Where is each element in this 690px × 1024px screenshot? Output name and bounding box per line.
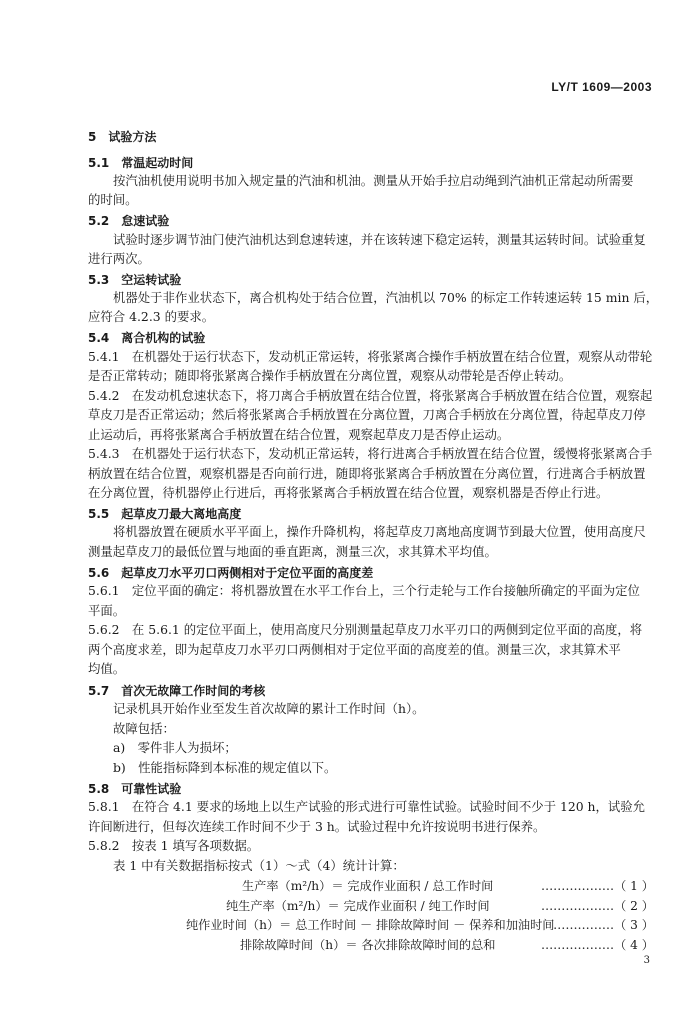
paragraph-line: 按汽油机使用说明书加入规定量的汽油和机油。测量从开始手拉启动绳到汽油机正常起动所需要 xyxy=(113,173,634,188)
section-heading: 5 试验方法 xyxy=(88,130,157,144)
list-item: b) 性能指标降到本标准的规定值以下。 xyxy=(113,760,337,775)
paragraph-line: 应符合 4.2.3 的要求。 xyxy=(88,309,215,324)
paragraph-line: 两个高度求差，即为起草皮刀水平刃口两侧相对于定位平面的高度差的值。测量三次，求其算术平 xyxy=(88,642,621,657)
paragraph-line: 平面。 xyxy=(88,603,126,618)
paragraph-line: 测量起草皮刀的最低位置与地面的垂直距离，测量三次，求其算术平均值。 xyxy=(88,544,497,559)
subsection-heading: 5.1 常温起动时间 xyxy=(88,156,194,170)
paragraph-line: 表 1 中有关数据指标按式（1）～式（4）统计计算： xyxy=(113,858,405,873)
paragraph-line: 记录机具开始作业至发生首次故障的累计工作时间（h）。 xyxy=(113,701,425,716)
paragraph-line: 5.6.1 定位平面的确定：将机器放置在水平工作台上，三个行走轮与工作台接触所确定的平面为定位 xyxy=(88,583,640,598)
formula-number: ………………（ 2 ） xyxy=(540,899,654,913)
formula-text: 排除故障时间（h）＝ 各次排除故障时间的总和 xyxy=(240,938,496,952)
subsection-heading: 5.5 起草皮刀最大离地高度 xyxy=(88,507,242,521)
paragraph-line: 将机器放置在硬质水平平面上，操作升降机构，将起草皮刀离地高度调节到最大位置，使用高度尺 xyxy=(113,524,646,539)
paragraph-line: 5.4.2 在发动机怠速状态下，将刀离合手柄放置在结合位置，将张紧离合手柄放置在结合位置，观察起 xyxy=(88,388,653,403)
paragraph-line: 在分离位置，待机器停止行进后，再将张紧离合手柄放置在结合位置，观察机器是否停止行进。 xyxy=(88,485,609,500)
subsection-heading: 5.8 可靠性试验 xyxy=(88,782,182,796)
formula-number: ………………（ 4 ） xyxy=(540,938,654,952)
formula-text: 纯生产率（m²/h）＝ 完成作业面积 / 纯工作时间 xyxy=(226,899,490,913)
paragraph-line: 的时间。 xyxy=(88,192,138,207)
subsection-heading: 5.6 起草皮刀水平刃口两侧相对于定位平面的高度差 xyxy=(88,566,374,580)
paragraph-line: 是否正常转动；随即将张紧离合操作手柄放置在分离位置，观察从动带轮是否停止转动。 xyxy=(88,368,572,383)
page-number: 3 xyxy=(643,955,650,966)
paragraph-line: 止运动后，再将张紧离合手柄放置在结合位置，观察起草皮刀是否停止运动。 xyxy=(88,427,510,442)
standard-code: LY/T 1609—2003 xyxy=(551,80,652,94)
paragraph-line: 5.8.2 按表 1 填写各项数据。 xyxy=(88,838,260,853)
paragraph-line: 故障包括： xyxy=(113,721,175,736)
subsection-heading: 5.2 怠速试验 xyxy=(88,214,170,228)
paragraph-line: 均值。 xyxy=(88,661,126,676)
paragraph-line: 草皮刀是否正常运动；然后将张紧离合手柄放置在分离位置，刀离合手柄放在分离位置，待起草皮刀停 xyxy=(88,407,646,422)
paragraph-line: 5.4.3 在机器处于运行状态下，发动机正常运转，将行进离合手柄放置在结合位置，缓慢将张紧离合手 xyxy=(88,446,653,461)
formula-text: 纯作业时间（h）＝ 总工作时间 － 排除故障时间 － 保养和加油时间 xyxy=(186,918,555,932)
paragraph-line: 柄放置在结合位置，观察机器是否向前行进，随即将张紧离合手柄放置在分离位置，行进离合手柄放置 xyxy=(88,466,646,481)
paragraph-line: 许间断进行，但每次连续工作时间不少于 3 h。试验过程中允许按说明书进行保养。 xyxy=(88,819,546,834)
formula-text: 生产率（m²/h）＝ 完成作业面积 / 总工作时间 xyxy=(242,879,494,893)
subsection-heading: 5.3 空运转试验 xyxy=(88,273,182,287)
paragraph-line: 进行两次。 xyxy=(88,251,150,266)
paragraph-line: 5.4.1 在机器处于运行状态下，发动机正常运转，将张紧离合操作手柄放置在结合位置，观察从动带轮 xyxy=(88,349,653,364)
paragraph-line: 5.6.2 在 5.6.1 的定位平面上，使用高度尺分别测量起草皮刀水平刃口的两侧到定位平面的高度，将 xyxy=(88,622,643,637)
formula-number: ……………（ 3 ） xyxy=(553,918,654,932)
paragraph-line: 5.8.1 在符合 4.1 要求的场地上以生产试验的形式进行可靠性试验。试验时间不少于 120 h，试验允 xyxy=(88,799,646,814)
paragraph-line: 机器处于非作业状态下，离合机构处于结合位置，汽油机以 70% 的标定工作转速运转 15 min 后， xyxy=(113,290,659,305)
subsection-heading: 5.7 首次无故障工作时间的考核 xyxy=(88,684,266,698)
formula-number: ………………（ 1 ） xyxy=(540,879,654,893)
paragraph-line: 试验时逐步调节油门使汽油机达到怠速转速，并在该转速下稳定运转，测量其运转时间。试验重复 xyxy=(113,232,646,247)
list-item: a) 零件非人为损坏； xyxy=(113,740,237,755)
subsection-heading: 5.4 离合机构的试验 xyxy=(88,331,206,345)
